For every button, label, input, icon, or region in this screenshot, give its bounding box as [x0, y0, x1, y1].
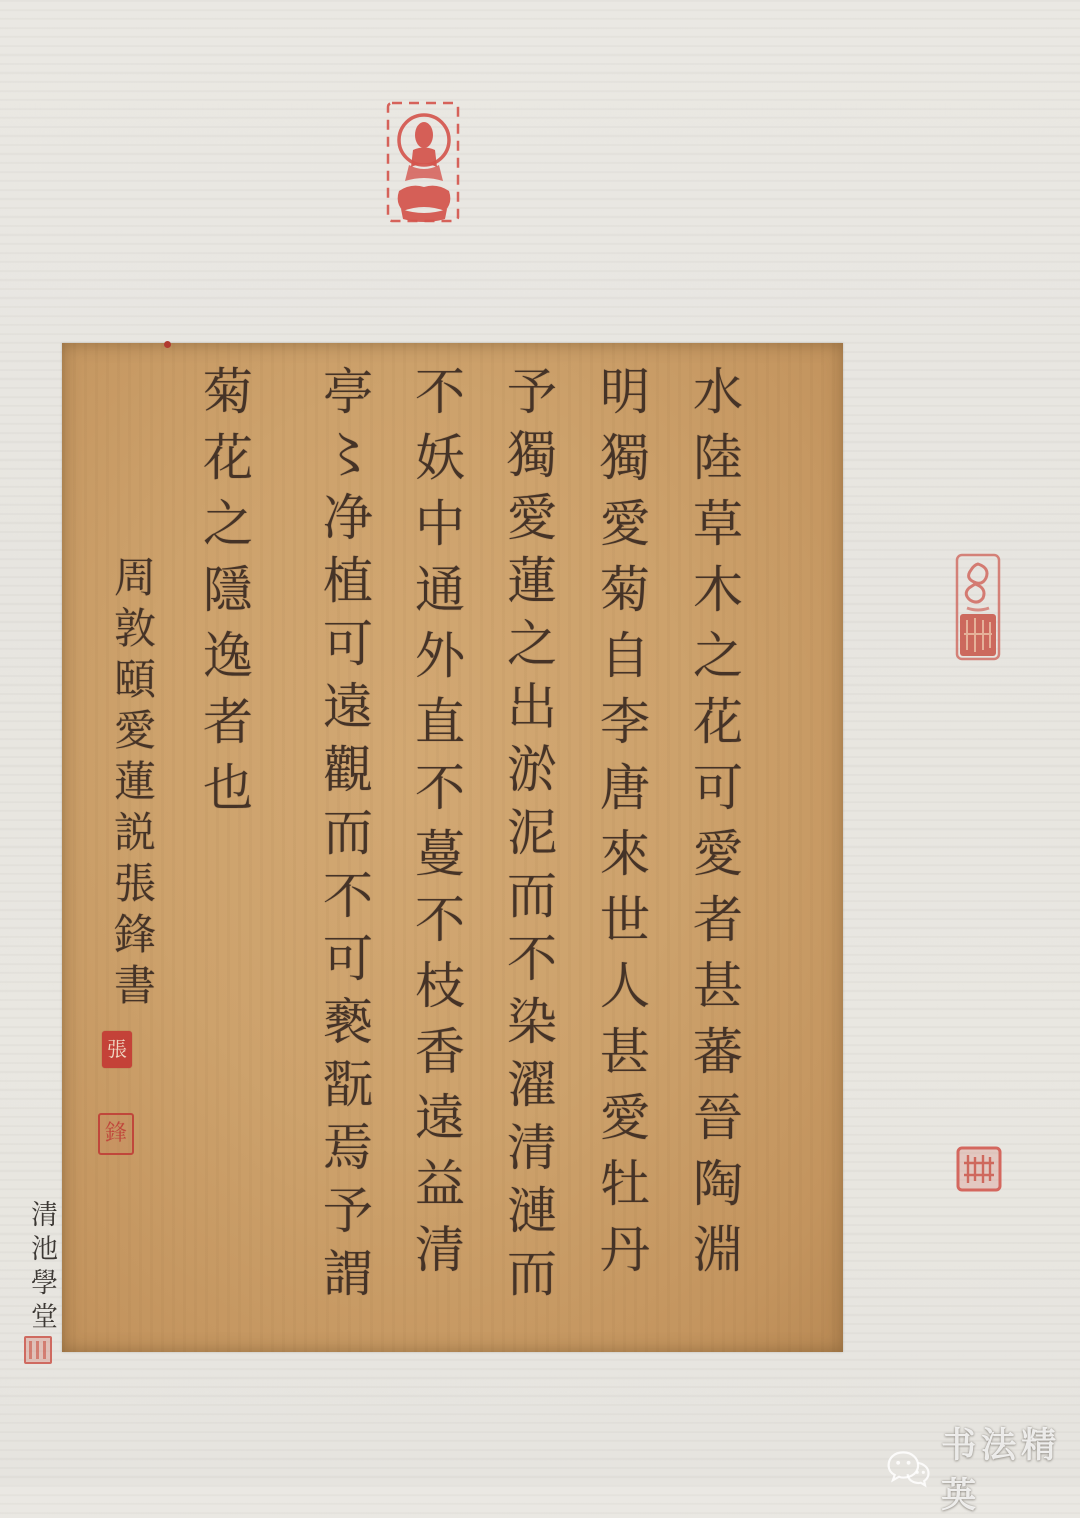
text-column-6: 菊花之隱逸者也	[195, 365, 253, 827]
text-column-2: 明獨愛菊自李唐來世人甚愛牡丹	[592, 365, 650, 1289]
signature-column: 周敦頤愛蓮説張鋒書	[108, 555, 157, 1014]
chat-bubbles-icon	[886, 1446, 931, 1490]
collector-seal-tall-icon	[953, 552, 1003, 662]
text-column-5: 亭〻净植可遠觀而不可褻翫焉予謂	[315, 365, 373, 1310]
artist-name-seal-feng: 鋒	[98, 1113, 134, 1155]
watermark	[886, 1418, 1080, 1518]
calligraphy-paper	[62, 343, 843, 1352]
collector-seal-square-icon	[955, 1145, 1003, 1193]
text-column-3: 予獨愛蓮之出淤泥而不染濯清漣而	[499, 365, 557, 1310]
studio-inscription: 清池學堂	[26, 1200, 57, 1336]
buddha-figure-seal-icon	[383, 95, 463, 230]
text-column-4: 不妖中通外直不蔓不枝香遠益清	[407, 365, 465, 1289]
text-column-1: 水陸草木之花可愛者甚蕃晉陶淵	[685, 365, 743, 1289]
studio-seal-icon	[24, 1336, 52, 1364]
red-ink-dot	[164, 341, 171, 348]
artist-name-seal-zhang: 張	[102, 1031, 132, 1068]
watermark-text: 书法精英	[941, 1426, 1062, 1516]
